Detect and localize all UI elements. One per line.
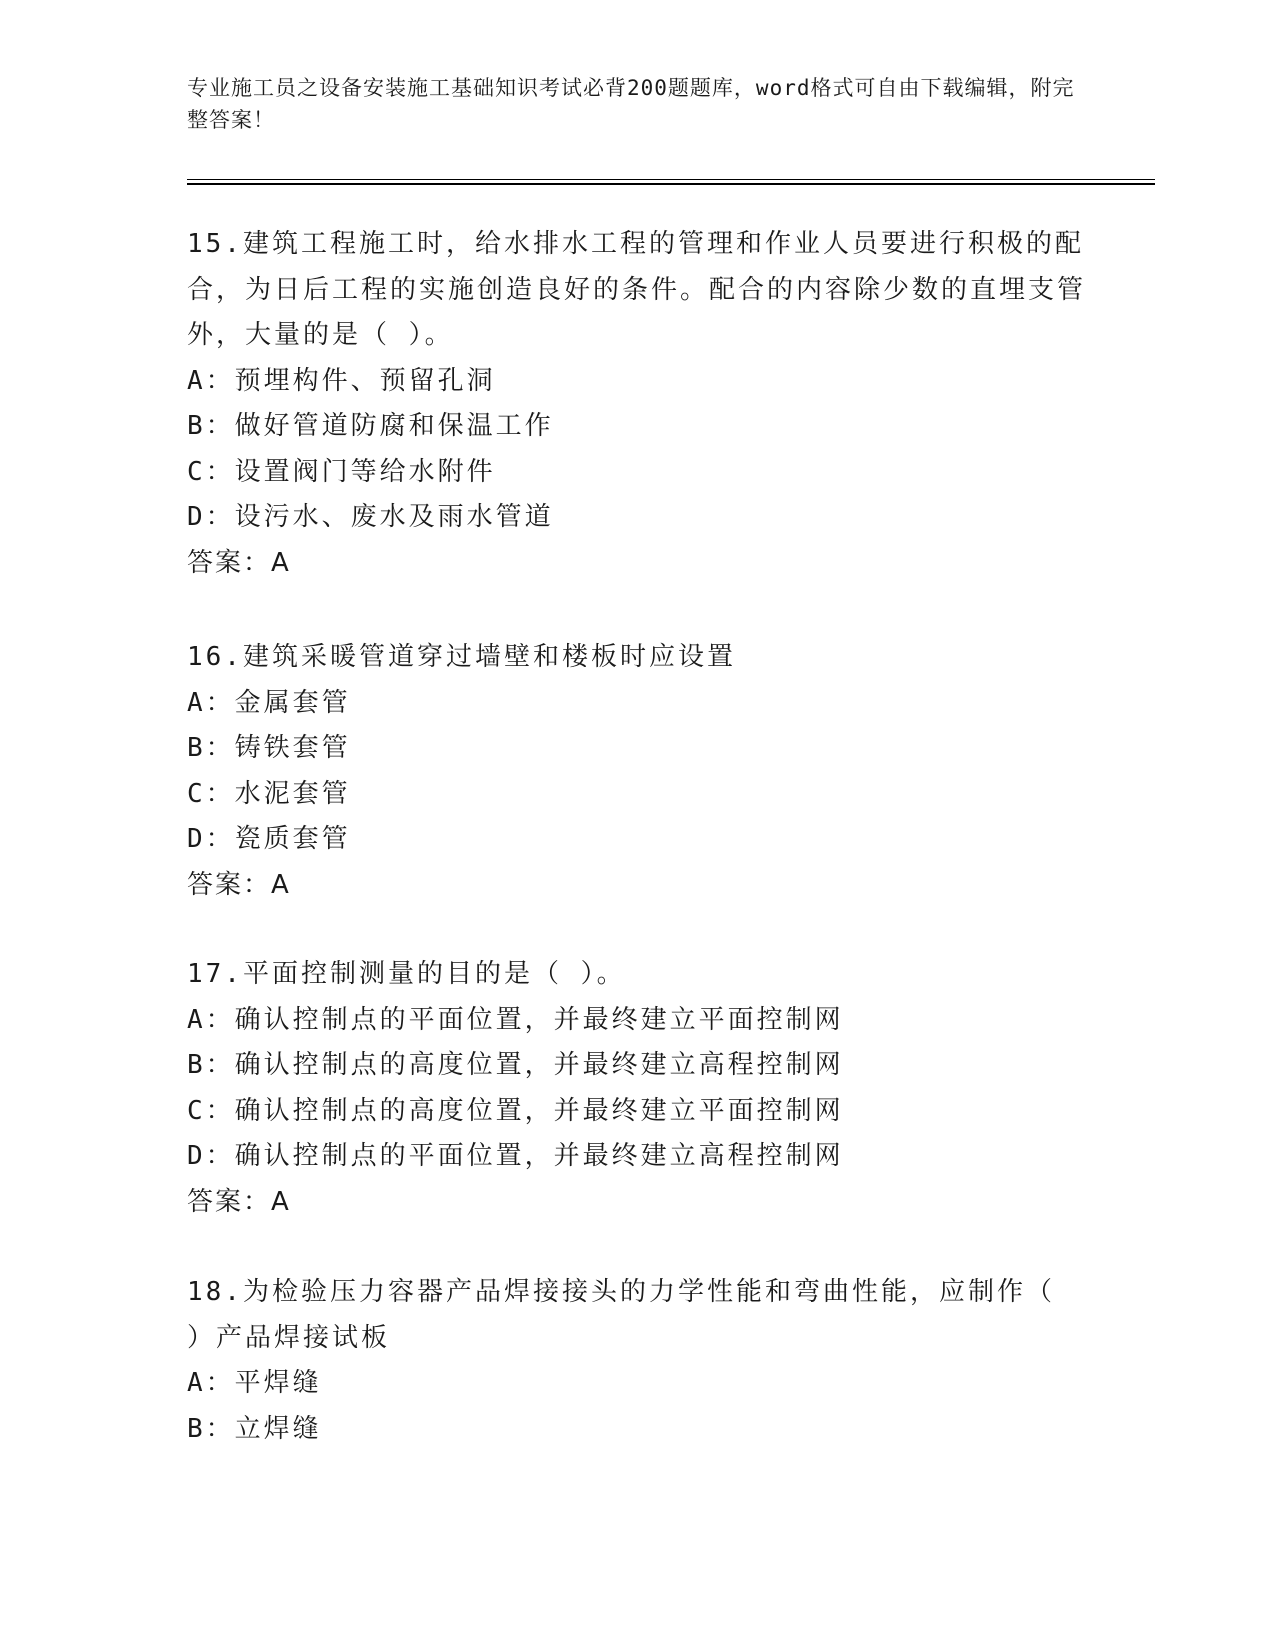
header-divider-thick: [187, 183, 1155, 185]
option-d: D：设污水、废水及雨水管道: [187, 502, 554, 532]
question-16: [187, 635, 1087, 908]
option-b: B：铸铁套管: [187, 733, 351, 763]
option-d: D：瓷质套管: [187, 824, 351, 854]
option-b: B：确认控制点的高度位置，并最终建立高程控制网: [187, 1050, 844, 1080]
answer: 答案：A: [187, 547, 291, 578]
option-a: A：预埋构件、预留孔洞: [187, 365, 496, 396]
option-b: B：做好管道防腐和保温工作: [187, 411, 554, 441]
header-divider: [187, 179, 1155, 180]
option-a: A：平焊缝: [187, 1368, 322, 1398]
answer: 答案：A: [187, 869, 291, 900]
question-18: [187, 1270, 1087, 1452]
question-17: [187, 952, 1087, 1225]
option-c: C：确认控制点的高度位置，并最终建立平面控制网: [187, 1095, 844, 1126]
option-a: A：确认控制点的平面位置，并最终建立平面控制网: [187, 1004, 844, 1035]
option-b: B：立焊缝: [187, 1413, 322, 1444]
document-header: 专业施工员之设备安装施工基础知识考试必背200题题库，word格式可自由下载编辑，附完整答案！: [187, 76, 1075, 132]
question-stem: 17.平面控制测量的目的是（ ）。: [187, 959, 626, 989]
option-a: A：金属套管: [187, 687, 351, 718]
question-stem: 18.为检验压力容器产品焊接接头的力学性能和弯曲性能，应制作（ ）产品焊接试板: [187, 1277, 1055, 1353]
option-c: C：水泥套管: [187, 778, 351, 809]
option-c: C：设置阀门等给水附件: [187, 456, 496, 487]
question-stem: 16.建筑采暖管道穿过墙壁和楼板时应设置: [187, 642, 736, 672]
question-15: [187, 222, 1087, 586]
question-stem: 15.建筑工程施工时，给水排水工程的管理和作业人员要进行积极的配合，为日后工程的实施创造良好的条件。配合的内容除少数的直埋支管外，大量的是（ ）。: [187, 229, 1087, 350]
option-d: D：确认控制点的平面位置，并最终建立高程控制网: [187, 1141, 844, 1171]
answer: 答案：A: [187, 1186, 291, 1217]
